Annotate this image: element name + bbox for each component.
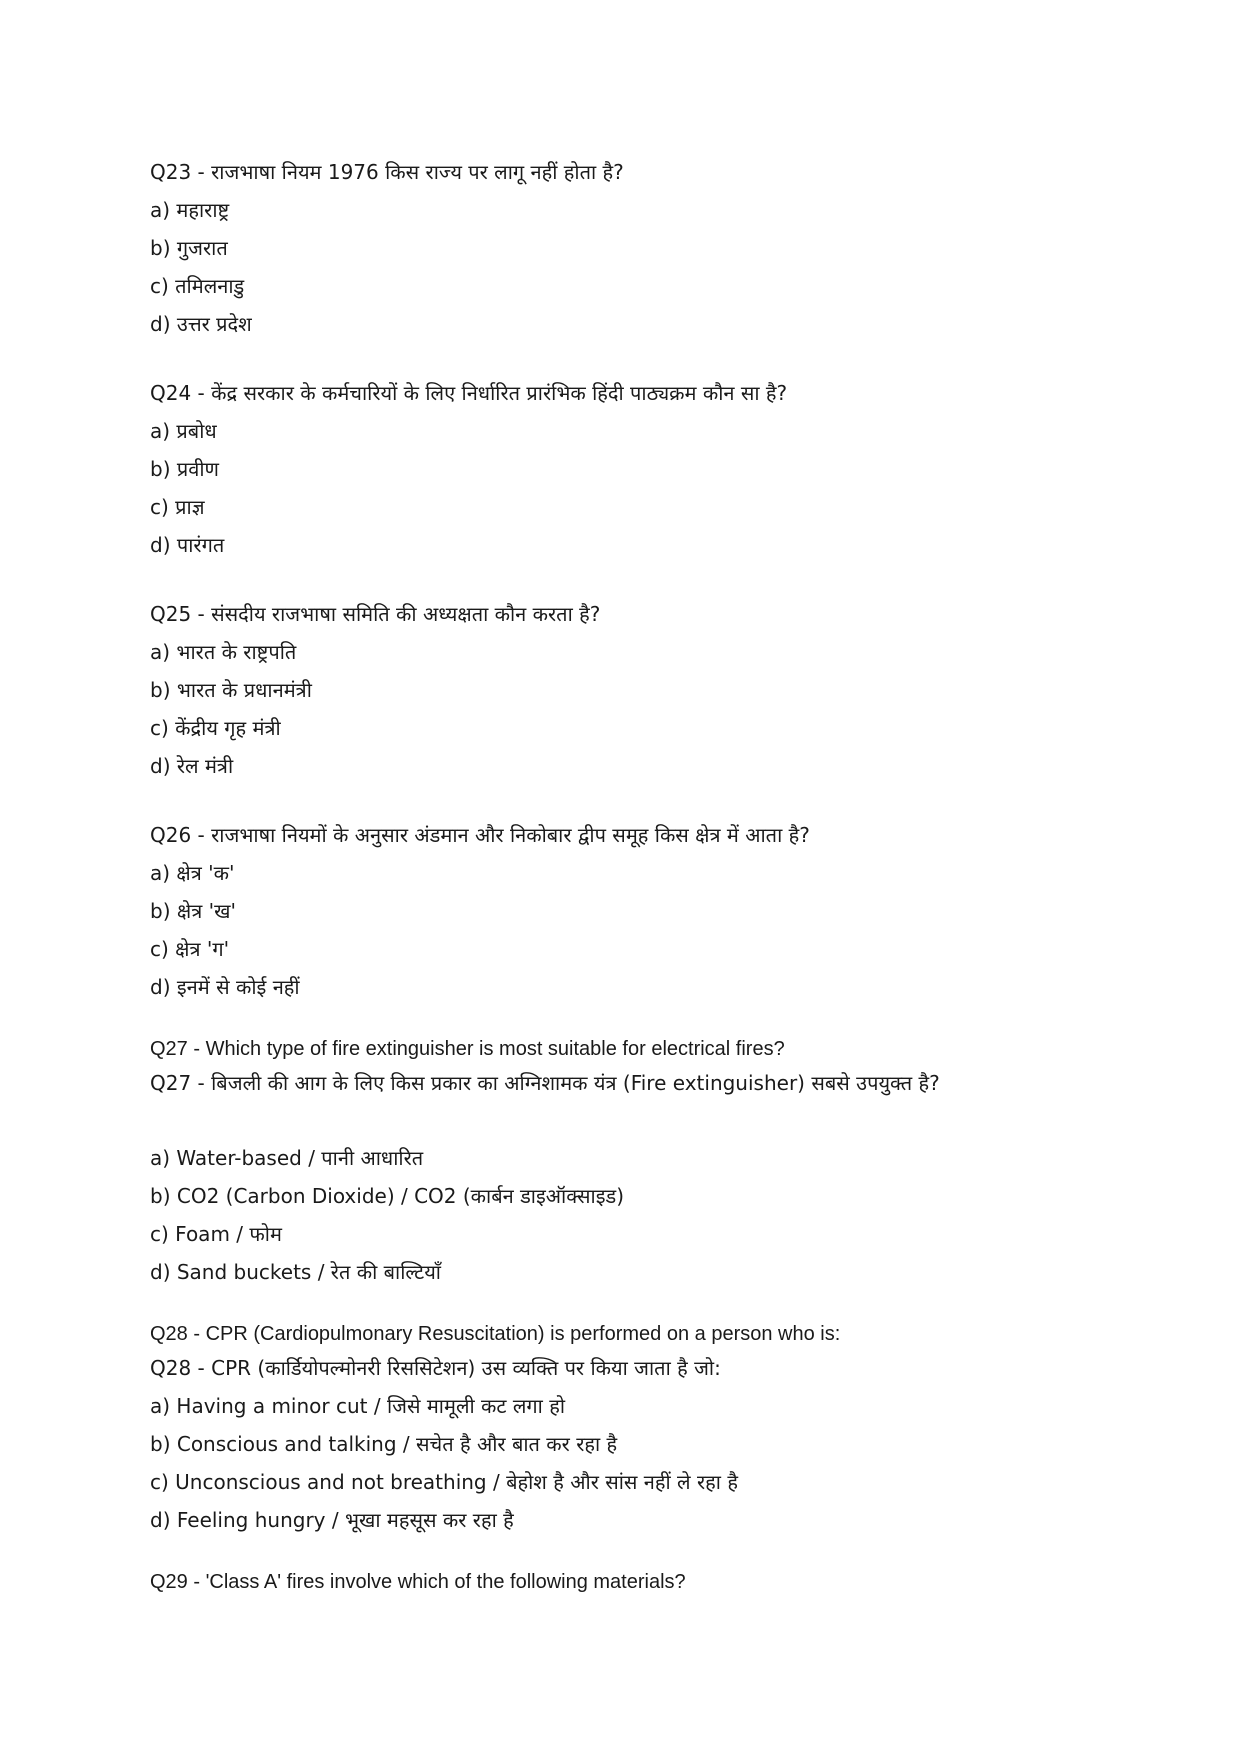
question-text: Q25 - संसदीय राजभाषा समिति की अध्यक्षता कौन करता है?: [150, 602, 601, 626]
answer-option: a) महाराष्ट्र: [150, 198, 230, 222]
question-text: Q24 - केंद्र सरकार के कर्मचारियों के लिए निर्धारित प्रारंभिक हिंदी पाठ्यक्रम कौन सा है?: [150, 381, 788, 405]
answer-option: b) CO2 (Carbon Dioxide) / CO2 (कार्बन डाइऑक्साइड): [150, 1184, 625, 1208]
answer-option: b) प्रवीण: [150, 457, 219, 481]
answer-option: c) Unconscious and not breathing / बेहोश है और सांस नहीं ले रहा है: [150, 1470, 738, 1494]
answer-option: c) क्षेत्र 'ग': [150, 937, 230, 961]
answer-option: d) रेल मंत्री: [150, 754, 234, 778]
answer-option: d) Sand buckets / रेत की बाल्टियाँ: [150, 1260, 441, 1284]
answer-option: c) केंद्रीय गृह मंत्री: [150, 716, 281, 740]
answer-option: d) उत्तर प्रदेश: [150, 312, 252, 336]
answer-option: d) पारंगत: [150, 533, 225, 557]
question-text-english: Q29 - 'Class A' fires involve which of the following materials?: [150, 1571, 686, 1593]
answer-option: b) गुजरात: [150, 236, 228, 260]
question-text-english: Q28 - CPR (Cardiopulmonary Resuscitation) is performed on a person who is:: [150, 1323, 841, 1345]
answer-option: b) भारत के प्रधानमंत्री: [150, 678, 312, 702]
answer-option: b) क्षेत्र 'ख': [150, 899, 236, 923]
answer-option: c) तमिलनाडु: [150, 274, 245, 298]
question-text: Q26 - राजभाषा नियमों के अनुसार अंडमान और निकोबार द्वीप समूह किस क्षेत्र में आता है?: [150, 823, 810, 847]
question-text-english: Q27 - Which type of fire extinguisher is most suitable for electrical fires?: [150, 1038, 785, 1060]
answer-option: c) प्राज्ञ: [150, 495, 205, 519]
answer-option: a) Water-based / पानी आधारित: [150, 1146, 424, 1170]
answer-option: a) Having a minor cut / जिसे मामूली कट लगा हो: [150, 1394, 565, 1418]
question-text-hindi: Q27 - बिजली की आग के लिए किस प्रकार का अग्निशामक यंत्र (Fire extinguisher) सबसे उपयुक्त है?: [150, 1071, 940, 1095]
question-text: Q23 - राजभाषा नियम 1976 किस राज्य पर लागू नहीं होता है?: [150, 160, 624, 184]
answer-option: d) Feeling hungry / भूखा महसूस कर रहा है: [150, 1508, 514, 1532]
answer-option: a) प्रबोध: [150, 419, 217, 443]
answer-option: a) भारत के राष्ट्रपति: [150, 640, 297, 664]
answer-option: d) इनमें से कोई नहीं: [150, 975, 300, 999]
answer-option: b) Conscious and talking / सचेत है और बात कर रहा है: [150, 1432, 618, 1456]
answer-option: a) क्षेत्र 'क': [150, 861, 235, 885]
answer-option: c) Foam / फोम: [150, 1222, 282, 1246]
question-text-hindi: Q28 - CPR (कार्डियोपल्मोनरी रिससिटेशन) उस व्यक्ति पर किया जाता है जो:: [150, 1356, 721, 1380]
